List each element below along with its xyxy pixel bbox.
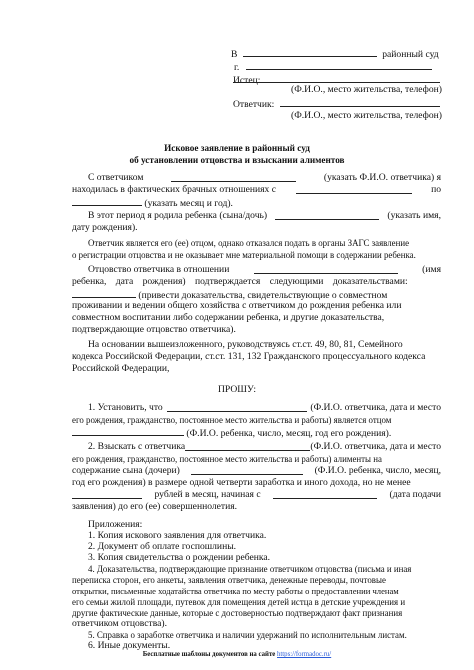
text: С ответчиком xyxy=(88,172,144,183)
child-field[interactable] xyxy=(275,210,379,220)
text: (дата подачи xyxy=(389,489,441,500)
text: ребенка, дата рождения) подтверждается следующими доказательствами: xyxy=(72,276,408,287)
paragraph-line: открытки, письменные ходатайства ответчика по месту работы о предоставлении членам xyxy=(72,586,399,596)
text: (привести доказательства, свидетельствующие о совместном xyxy=(138,290,388,301)
attachment-item-6: 6. Иные документы. xyxy=(88,640,171,651)
paragraph-line: проживании и ведении общего хозяйства с ответчиком до рождения ребенка или xyxy=(72,300,402,311)
attachment-item-4: 4. Доказательства, подтверждающие признание ответчиком отцовства (письма и иная xyxy=(88,564,412,574)
defendant-name-field[interactable] xyxy=(171,172,296,182)
paragraph-line: кодекса Российской Федерации, ст.ст. 131, 132 Гражданского процессуального кодекса xyxy=(72,351,426,362)
city-line xyxy=(234,60,432,74)
attachment-item-3: 3. Копия свидетельства о рождении ребенка. xyxy=(88,552,271,563)
text: по xyxy=(431,184,441,195)
document-title: Исковое заявление в районный суд xyxy=(164,143,310,153)
attachment-item-1: 1. Копия искового заявления для ответчика. xyxy=(88,530,267,541)
evidence-field[interactable] xyxy=(72,288,136,298)
text: (указать Ф.И.О. ответчика) я xyxy=(323,172,441,183)
attachment-item-2: 2. Документ об оплате госпошлины. xyxy=(88,541,237,552)
request-heading: ПРОШУ: xyxy=(217,384,257,395)
paragraph-defendant-relation xyxy=(88,172,441,184)
text: (указать месяц и год). xyxy=(144,198,233,209)
text: 2. Взыскать с ответчика xyxy=(88,441,186,452)
paragraph-line: совместном воспитании либо содержании ребенка, и другие доказательства, xyxy=(72,312,385,323)
footer-link[interactable]: https://formadoc.ru/ xyxy=(277,651,332,658)
defendant-label: Ответчик: xyxy=(233,99,275,110)
text: 1. Установить, что xyxy=(88,402,163,413)
text: (Ф.И.О. ребенка, число, месяц, год его рождения). xyxy=(186,428,392,439)
paragraph-line: его семьи жилой площади, путевок для помещения детей истца в детские учреждения и xyxy=(72,597,406,607)
request-item-2 xyxy=(88,441,441,453)
request-item-1 xyxy=(88,402,441,414)
paragraph-line: другие фактические данные, которые с достоверностью подтверждают факт признания xyxy=(72,608,403,618)
paragraph-line: о регистрации отцовства и не оказывает мне материальной помощи в содержании ребенка. xyxy=(72,250,416,260)
child-name-field[interactable] xyxy=(254,264,398,274)
document-subtitle: об установлении отцовства и взыскании алиментов xyxy=(129,155,345,165)
plaintiff-label: Истец: xyxy=(233,75,261,86)
paragraph-line xyxy=(72,196,233,210)
text: (Ф.И.О. ответчика, дата и место xyxy=(310,441,441,452)
defendant-field[interactable] xyxy=(280,97,440,107)
footer xyxy=(0,651,474,658)
paragraph-legal-basis: На основании вышеизложенного, руководствуясь ст.ст. 49, 80, 81, Семейного xyxy=(88,339,403,350)
text: находилась в фактических брачных отношениях с xyxy=(72,184,276,195)
period-from-field[interactable] xyxy=(296,184,412,194)
footer-text: Бесплатные шаблоны документов на сайте xyxy=(142,651,276,658)
defendant-line xyxy=(233,97,440,111)
paragraph-line xyxy=(72,426,391,440)
court-name-field[interactable] xyxy=(243,47,377,57)
text: содержание сына (дочери) xyxy=(72,465,180,476)
paragraph-line: заявления) до его (ее) совершеннолетия. xyxy=(72,501,238,512)
text: В этот период я родила ребенка (сына/дочь) xyxy=(88,210,268,221)
paragraph-line: дату рождения). xyxy=(72,222,138,233)
text: (Ф.И.О. ответчика, дата и место xyxy=(310,402,441,413)
text: Отцовство ответчика в отношении xyxy=(88,264,230,275)
text: рублей в месяц, начиная с xyxy=(154,489,261,500)
paragraph-line: его рождения, гражданство, постоянное место жительства и работы) является отцом xyxy=(72,415,392,425)
text: (имя xyxy=(422,264,441,275)
start-date-field[interactable] xyxy=(273,489,377,499)
paragraph-line: подтверждающие отцовство ответчика). xyxy=(72,324,236,335)
court-line xyxy=(231,47,439,61)
child-fullname-field[interactable] xyxy=(72,426,184,436)
paragraph-line: его рождения, гражданство, постоянное место жительства и работы) алименты на xyxy=(72,454,382,464)
paragraph-line xyxy=(72,465,441,477)
defendant-hint: (Ф.И.О., место жительства, телефон) xyxy=(291,110,442,121)
paragraph-evidence xyxy=(88,264,441,276)
paragraph-line: ответчиком отцовства). xyxy=(72,618,167,629)
text: (указать имя, xyxy=(387,210,441,221)
court-suffix: районный суд xyxy=(382,49,439,60)
text: (Ф.И.О. ребенка, число, месяц, xyxy=(314,465,441,476)
attachment-item-5: 5. Справка о заработке ответчика и наличии удержаний по исполнительным листам. xyxy=(88,630,407,640)
paragraph-line: переписка сторон, его анкеты, заявления ответчика, денежные переводы, почтовые xyxy=(72,575,386,585)
court-prefix: В xyxy=(231,49,238,60)
period-to-field[interactable] xyxy=(72,196,142,206)
paragraph-child-birth xyxy=(88,210,441,222)
father-name-field[interactable] xyxy=(167,402,307,412)
paragraph-father: Ответчик является его (ее) отцом, однако отказался подать в органы ЗАГС заявление xyxy=(88,238,410,248)
defendant-fullname-field[interactable] xyxy=(185,441,310,451)
son-daughter-field[interactable] xyxy=(191,465,303,475)
city-field[interactable] xyxy=(246,60,432,70)
city-prefix: г. xyxy=(234,62,240,73)
plaintiff-extra-line[interactable] xyxy=(233,82,440,83)
paragraph-line: Российской Федерации, xyxy=(72,363,170,374)
paragraph-line: год его рождения) в размере одной четверти заработка и иного дохода, но не менее xyxy=(72,477,411,488)
paragraph-line xyxy=(72,489,441,501)
paragraph-line xyxy=(72,276,441,288)
attachments-heading: Приложения: xyxy=(88,519,143,530)
plaintiff-hint: (Ф.И.О., место жительства, телефон) xyxy=(291,84,442,95)
amount-field[interactable] xyxy=(72,489,142,499)
paragraph-line xyxy=(72,184,441,196)
